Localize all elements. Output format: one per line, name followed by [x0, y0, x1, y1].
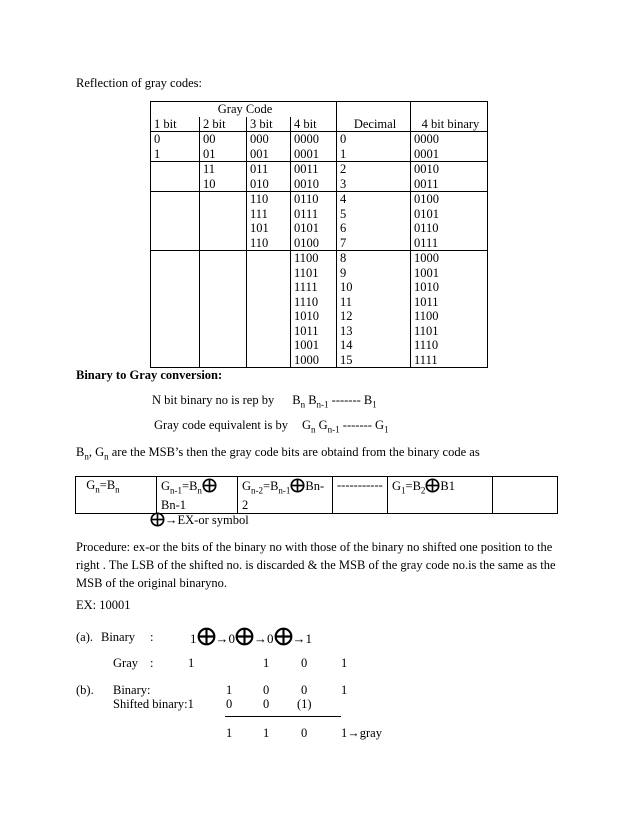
- part-a-gray-digit: 1: [341, 656, 348, 670]
- xor-icon: [425, 478, 440, 493]
- xor-icon: [150, 512, 165, 527]
- gray-code-group-header: Gray Code: [151, 102, 337, 117]
- table-row: 0 1 00 01 000 001 0000 0001 0 1 0000 0001: [151, 132, 488, 162]
- part-a-colon: :: [150, 630, 154, 644]
- part-b-result-digit: 1: [226, 726, 233, 740]
- part-b-binary-digit: 1: [341, 683, 348, 697]
- xor-note: →EX-or symbol: [150, 512, 249, 528]
- part-b-result-digit: 0: [301, 726, 308, 740]
- part-a-label: (a).: [76, 630, 93, 644]
- part-b-binary-digit: 0: [301, 683, 308, 697]
- binary-header: 4 bit binary: [411, 102, 488, 132]
- xor-icon: [290, 478, 305, 493]
- part-b-label: (b).: [76, 683, 94, 697]
- part-b-shifted-digit: 0: [263, 697, 270, 711]
- xor-icon: [274, 627, 293, 646]
- part-b-shifted-label: Shifted binary:1: [113, 697, 194, 711]
- part-a-gray-digit: 1: [188, 656, 195, 670]
- table-row: 1100 1101 1111 1110 1010 1011 1001 1000 8 9 10 11 12 13 14 15 1000 1001 1010 1011 1100 1101 1110 1111: [151, 251, 488, 368]
- page-heading: Reflection of gray codes:: [76, 76, 202, 90]
- col-header-1bit: 1 bit: [151, 117, 200, 132]
- conversion-table: [75, 476, 558, 514]
- example-label: EX: 10001: [76, 598, 131, 612]
- part-b-result-last: 1→gray: [341, 726, 382, 740]
- conv-cell-4: -----------: [333, 477, 388, 514]
- part-b-shifted-digit: (1): [297, 697, 312, 711]
- col-header-2bit: 2 bit: [200, 117, 247, 132]
- conv-cell-2: $G_{n-1}=B_n$ Bn-1: [157, 477, 238, 514]
- xor-icon: [202, 478, 217, 493]
- table-row: 110 111 101 110 0110 0111 0101 0100 4 5 6 7 0100 0101 0110 0111: [151, 192, 488, 251]
- section-title: Binary to Gray conversion:: [76, 368, 223, 382]
- part-a-gray-digit: 1: [263, 656, 270, 670]
- conv-cell-1: $G_n=B_n$: [76, 477, 157, 514]
- part-a-binary-label: Binary: [101, 630, 136, 644]
- part-b-binary-label: Binary:: [113, 683, 151, 697]
- xor-icon: [197, 627, 216, 646]
- part-a-binary-xor: 1 →0 →0 →1: [190, 627, 312, 647]
- part-b-result-digit: 1: [263, 726, 270, 740]
- col-header-4bit: 4 bit: [291, 117, 337, 132]
- part-a-gray-digit: 0: [301, 656, 308, 670]
- gray-line: Gray code equivalent is by $G_n$ $G_{n-1}$ ------- $G_1$: [154, 418, 389, 435]
- xor-icon: [235, 627, 254, 646]
- result-divider: [225, 716, 341, 717]
- part-b-shifted-digit: 0: [226, 697, 233, 711]
- part-b-binary-digit: 1: [226, 683, 233, 697]
- decimal-header: Decimal: [337, 102, 411, 132]
- conv-cell-3: $G_{n-2}=B_{n-1}$ Bn- 2: [238, 477, 333, 514]
- part-b-binary-digit: 0: [263, 683, 270, 697]
- table-row: 11 10 011 010 0011 0010 2 3 0010 0011: [151, 162, 488, 192]
- conv-cell-5: $G_1=B_2$ B1: [388, 477, 493, 514]
- gray-code-table: [150, 101, 488, 368]
- conv-cell-6: [493, 477, 558, 514]
- msb-text: $B_n$, $G_n$ are the MSB’s then the gray code bits are obtaind from the binary code as: [76, 445, 480, 462]
- part-a-gray-label: Gray: [113, 656, 138, 670]
- procedure-text: Procedure: ex-or the bits of the binary no with those of the binary no shifted one position to the right . The LSB of the shifted no. is discarded & the MSB of the gray code no.is the same as the MSB of the original binaryno.: [76, 540, 556, 590]
- col-header-3bit: 3 bit: [247, 117, 291, 132]
- part-a-gray-colon: :: [150, 656, 154, 670]
- nbit-line: N bit binary no is rep by $B_n$ $B_{n-1}$ ------- $B_1$: [152, 393, 377, 410]
